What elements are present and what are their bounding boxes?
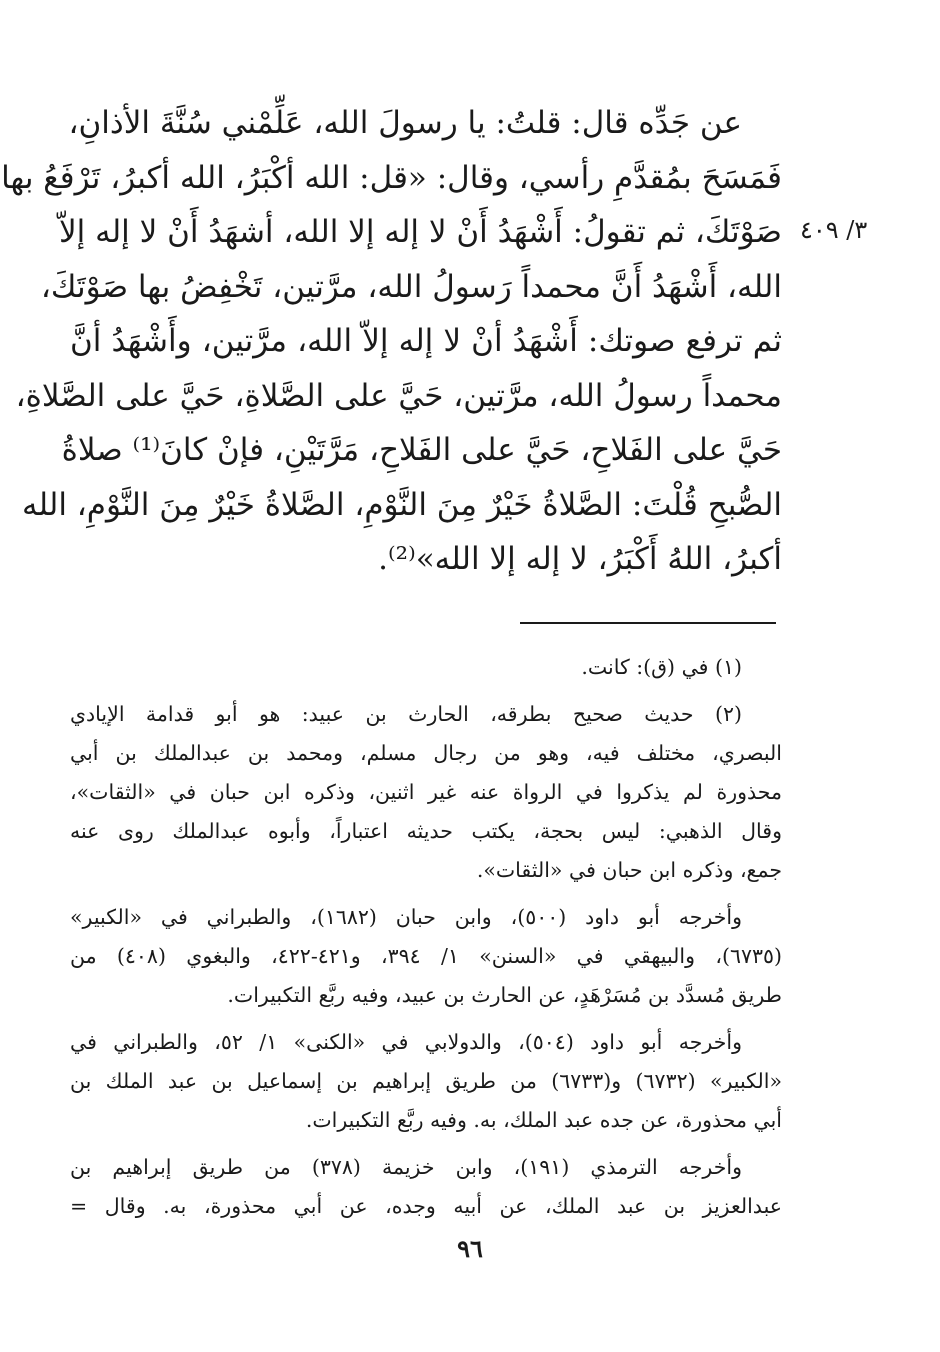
main-text-line: حَيَّ على الفَلاحِ، حَيَّ على الفَلاحِ، مَرَّتَيْنِ، فإنْ كانَ⁽¹⁾ صلاةُ [61,432,782,468]
footnote-line: (٦٧٣٥)، والبيهقي في «السنن» ١/ ٣٩٤، و٤٢١-٤٢٢، والبغوي (٤٠٨) من [70,944,782,968]
footnote-paragraph [70,695,782,890]
main-text-line: صَوْتَكَ، ثم تقولُ: أَشْهَدُ أَنْ لا إله إلا الله، أشهَدُ أَنْ لا إله إلاّ [58,214,782,250]
page-number: ٩٦ [457,1234,483,1263]
footnote-line: وأخرجه الترمذي (١٩١)، وابن خزيمة (٣٧٨) من طريق إبراهيم بن [70,1155,743,1179]
main-text-line: محمداً رسولُ الله، مرَّتين، حَيَّ على الصَّلاةِ، حَيَّ على الصَّلاةِ، [15,377,782,414]
main-text-line: عن جَدِّه قال: قلتُ: يا رسولَ الله، عَلِّمْني سُنَّةَ الأذانِ، [68,105,742,141]
footnote-line: جمع، وذكره ابن حبان في «الثقات». [476,858,782,882]
footnote-line: وأخرجه أبو داود (٥٠٤)، والدولابي في «الكنى» ١/ ٥٢، والطبراني في [70,1030,742,1054]
footnote-line: وأخرجه أبو داود (٥٠٠)، وابن حبان (١٦٨٢)، والطبراني في «الكبير» [70,905,742,929]
footnote-line: البصري، مختلف فيه، وهو من رجال مسلم، ومحمد بن عبدالملك بن أبي [70,741,782,765]
footnote-paragraph [70,898,782,1015]
footnote-line: محذورة لم يذكروا في الرواة عنه غير اثنين، وذكره ابن حبان في «الثقات»، [70,780,782,804]
main-text-line: الله، أَشْهَدُ أَنَّ محمداً رَسولُ الله، مرَّتين، تَخْفِضُ بها صَوْتَكَ، [40,268,782,305]
main-text-body [1,96,782,587]
main-text-line: ثم ترفع صوتك: أَشْهَدُ أنْ لا إله إلاّ الله، مرَّتين، وأَشْهَدُ أنَّ [70,323,782,359]
footnote-paragraph [70,648,782,687]
footnote-line: طريق مُسدَّد بن مُسَرْهَدٍ، عن الحارث بن عبيد، وفيه ربَّع التكبيرات. [227,983,782,1007]
footnote-paragraph [70,1148,782,1226]
footnotes-section [70,648,782,1226]
main-text-line: فَمَسَحَ بمُقدَّمِ رأسي، وقال: «قل: الله أكْبَرُ، الله أكبرُ، تَرْفَعُ بها [1,159,782,196]
footnote-line: أبي محذورة، عن جده عبد الملك، به. وفيه ربَّع التكبيرات. [305,1108,782,1132]
main-text-line: الصُّبحِ قُلْتَ: الصَّلاةُ خَيْرٌ مِنَ النَّوْمِ، الصَّلاةُ خَيْرٌ مِنَ النَّوْمِ، الله [21,486,782,523]
footnote-separator-rule [520,622,776,624]
footnote-line: «الكبير» (٦٧٣٢) و(٦٧٣٣) من طريق إبراهيم بن إسماعيل بن عبد الملك بن [70,1069,782,1093]
footnote-line: وقال الذهبي: ليس بحجة، يكتب حديثه اعتباراً، وأبوه عبدالملك روى عنه [70,819,782,843]
margin-volume-page-reference: ٣/ ٤٠٩ [800,216,868,244]
footnote-line: عبدالعزيز بن عبد الملك، عن أبيه وجده، عن أبي محذورة، به. وقال = [70,1194,782,1218]
main-text-line: أكبرُ، اللهُ أَكْبَرُ، لا إله إلا الله»⁽²⁾. [378,541,782,577]
footnote-paragraph [70,1023,782,1140]
footnote-line: (١) في (ق): كانت. [581,655,742,679]
footnote-line: (٢) حديث صحيح بطرقه، الحارث بن عبيد: هو أبو قدامة الإيادي [70,702,742,726]
